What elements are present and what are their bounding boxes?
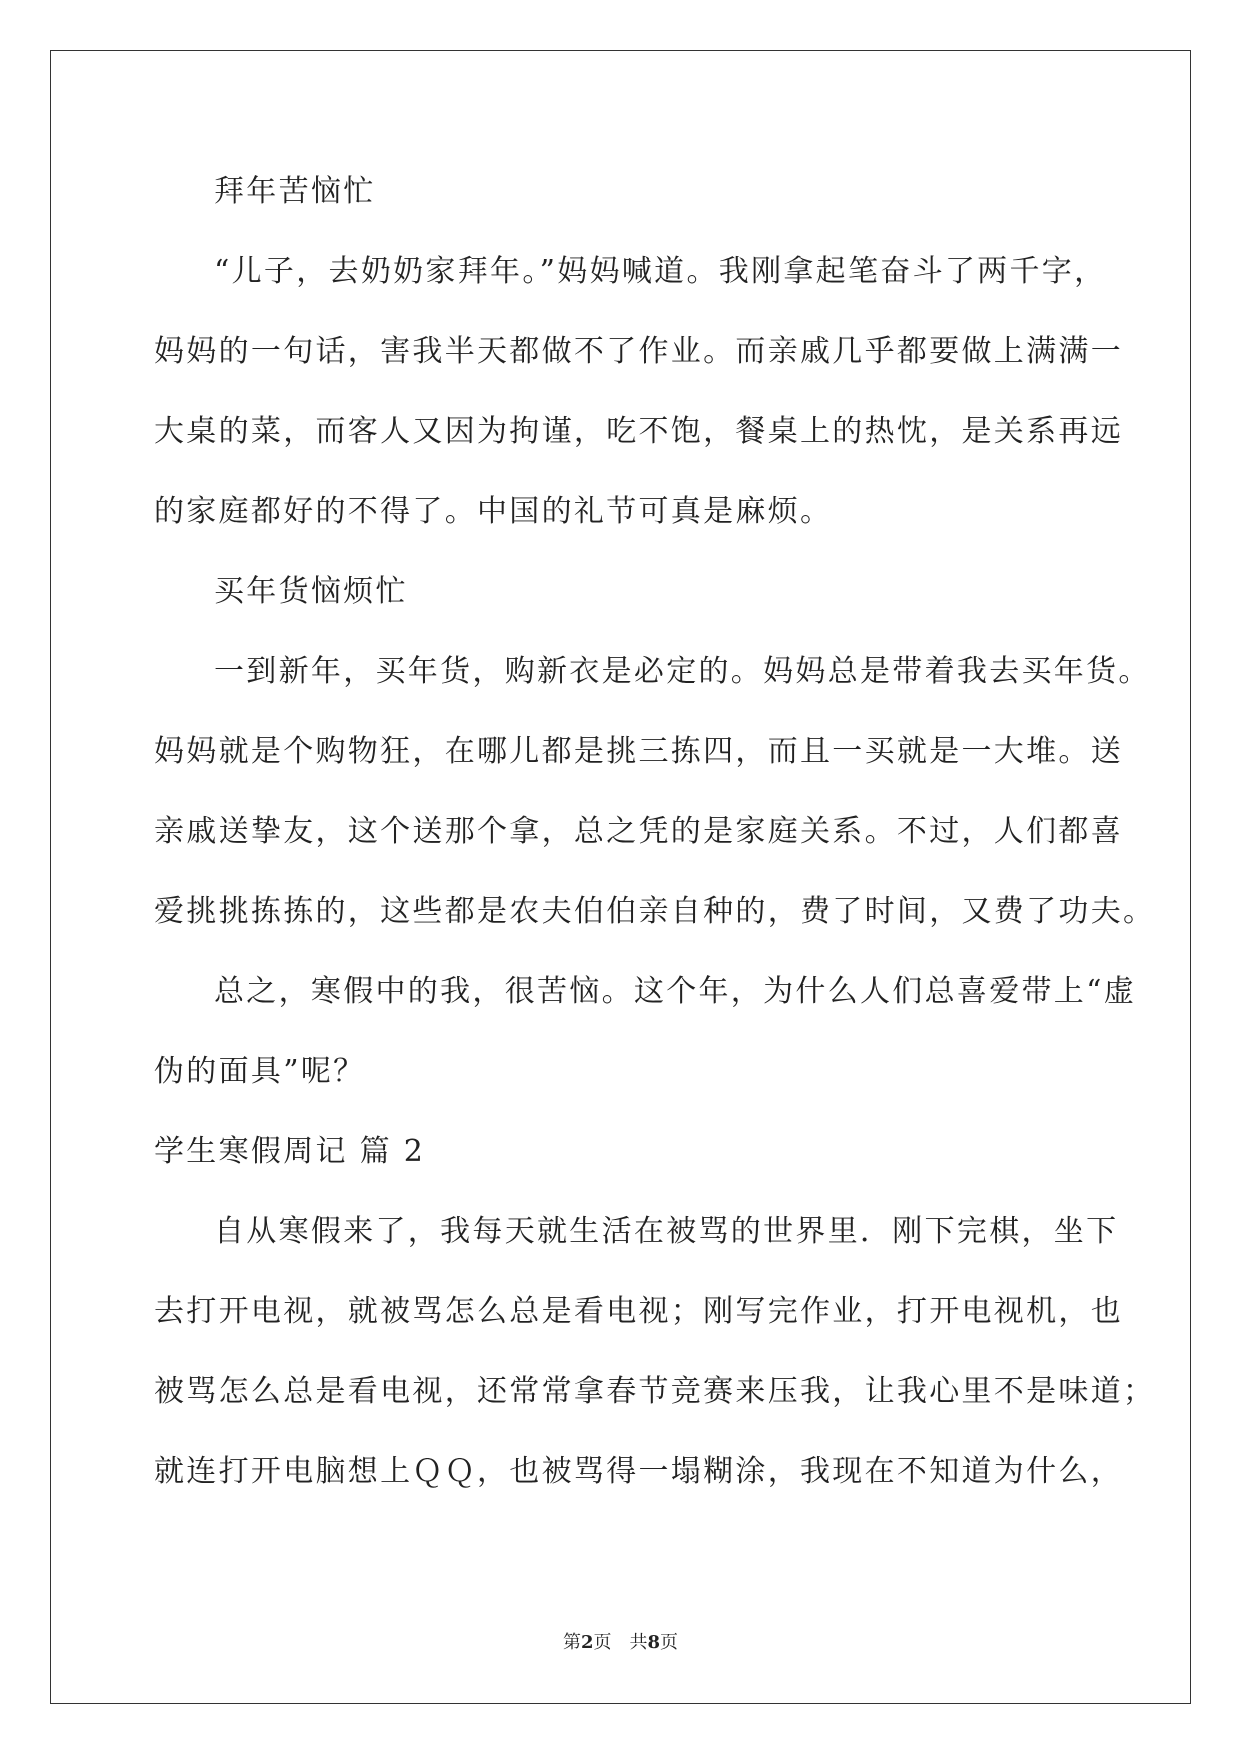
section-heading-shopping: 买年货恼烦忙 — [214, 574, 408, 609]
section-heading-new-year-visit: 拜年苦恼忙 — [214, 174, 376, 209]
paragraph-line: 就连打开电脑想上ＱＱ，也被骂得一塌糊涂，我现在不知道为什么， — [154, 1454, 1123, 1489]
total-page-number: 8 — [647, 1632, 661, 1653]
footer-middle: 页 共 — [593, 1632, 648, 1653]
page-footer — [0, 1628, 1241, 1654]
paragraph-line: 的家庭都好的不得了。中国的礼节可真是麻烦。 — [154, 494, 833, 529]
paragraph-line: 妈妈的一句话，害我半天都做不了作业。而亲戚几乎都要做上满满一 — [154, 334, 1123, 369]
paragraph-line: 伪的面具”呢？ — [154, 1054, 366, 1089]
article-title: 学生寒假周记 篇 2 — [154, 1134, 426, 1169]
paragraph-line: 去打开电视，就被骂怎么总是看电视；刚写完作业，打开电视机，也 — [154, 1294, 1123, 1329]
paragraph-line: 自从寒假来了，我每天就生活在被骂的世界里．刚下完棋，坐下 — [214, 1214, 1119, 1249]
paragraph-line: 一到新年，买年货，购新衣是必定的。妈妈总是带着我去买年货。 — [214, 654, 1151, 689]
paragraph-line: “儿子，去奶奶家拜年。”妈妈喊道。我刚拿起笔奋斗了两千字， — [214, 254, 1107, 289]
paragraph-line: 大桌的菜，而客人又因为拘谨，吃不饱，餐桌上的热忱，是关系再远 — [154, 414, 1123, 449]
paragraph-line: 被骂怎么总是看电视，还常常拿春节竞赛来压我，让我心里不是味道； — [154, 1374, 1156, 1409]
footer-prefix: 第 — [562, 1632, 581, 1653]
footer-suffix: 页 — [660, 1632, 679, 1653]
current-page-number: 2 — [580, 1632, 594, 1653]
paragraph-line: 爱挑挑拣拣的，这些都是农夫伯伯亲自种的，费了时间，又费了功夫。 — [154, 894, 1156, 929]
paragraph-line: 总之，寒假中的我，很苦恼。这个年，为什么人们总喜爱带上“虚 — [214, 974, 1137, 1009]
paragraph-line: 亲戚送挚友，这个送那个拿，总之凭的是家庭关系。不过，人们都喜 — [154, 814, 1123, 849]
paragraph-line: 妈妈就是个购物狂，在哪儿都是挑三拣四，而且一买就是一大堆。送 — [154, 734, 1123, 769]
